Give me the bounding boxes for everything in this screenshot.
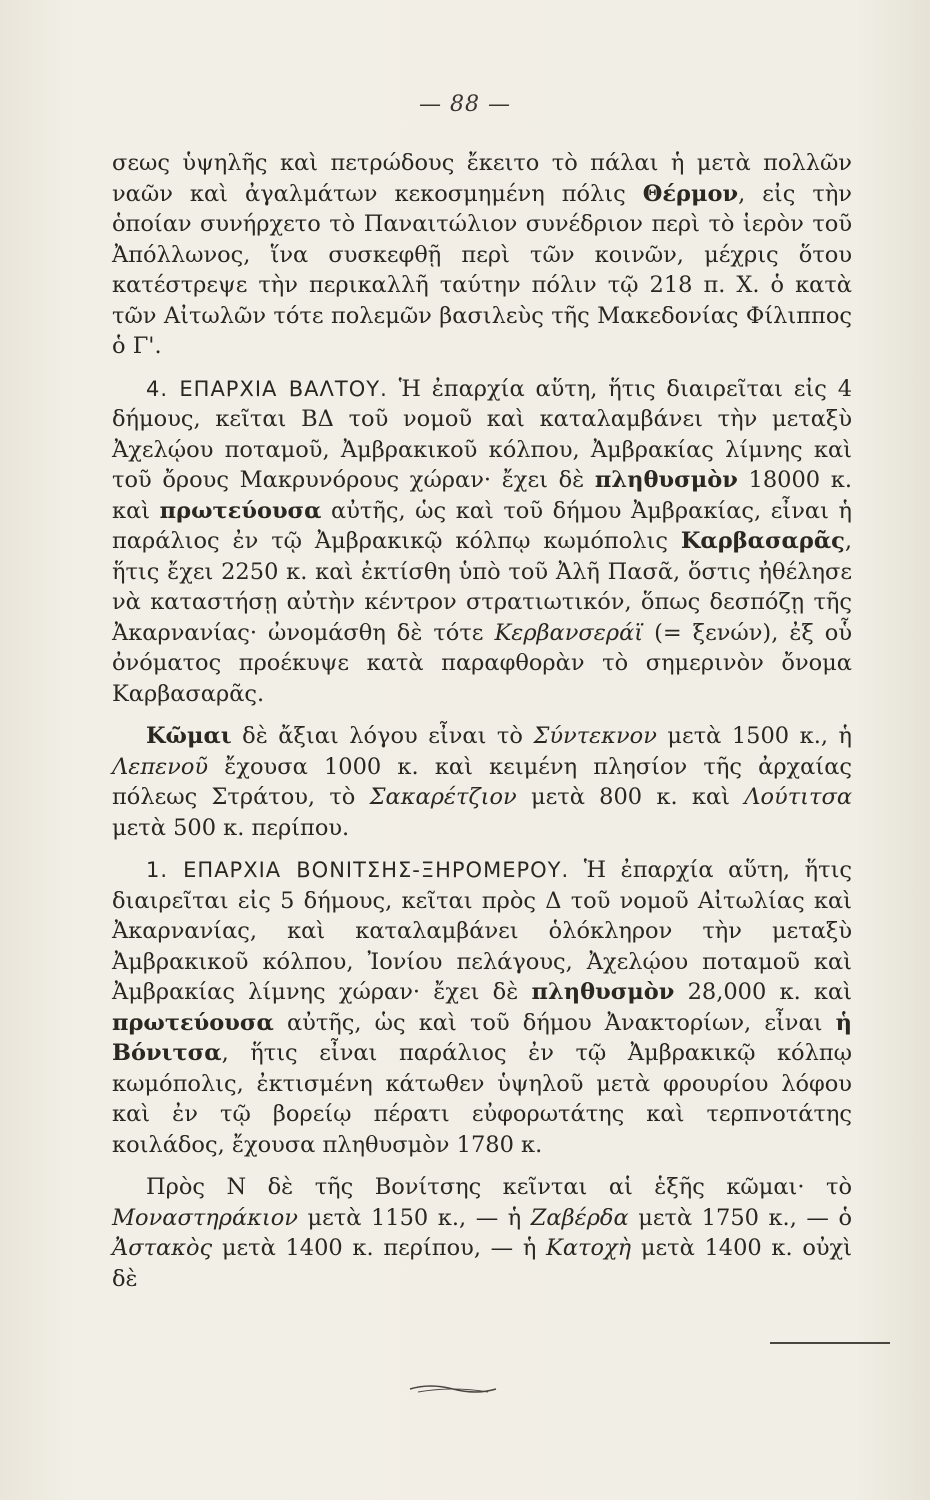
text-run: δὲ ἄξιαι λόγου εἶναι τὸ bbox=[231, 723, 534, 749]
text-run: πληθυσμὸν bbox=[594, 467, 738, 493]
paragraph-valtos-villages bbox=[112, 721, 852, 843]
paragraph-valtos-province bbox=[112, 374, 852, 710]
text-run: μετὰ 500 κ. περίπου. bbox=[112, 814, 350, 841]
margin-rule bbox=[770, 1342, 890, 1344]
text-run: Πρὸς Ν δὲ τῆς Βονίτσης κεῖνται αἱ ἑξῆς κῶμαι· τὸ bbox=[146, 1174, 852, 1200]
text-run: 28,000 κ. καὶ bbox=[674, 979, 853, 1005]
text-run: μετὰ 800 κ. καὶ bbox=[516, 784, 745, 810]
text-run: 1. ΕΠΑΡΧΙΑ ΒΟΝΙΤΣΗΣ-ΞΗΡΟΜΕΡΟΥ. bbox=[146, 858, 570, 882]
body-text bbox=[112, 148, 852, 1294]
text-run: Λούτιτσα bbox=[744, 784, 853, 810]
text-run: Μοναστηράκιον bbox=[112, 1204, 298, 1231]
text-run: Κατοχὴ bbox=[546, 1235, 632, 1261]
text-run: 18000 κ. καὶ bbox=[112, 467, 852, 524]
text-run: μετὰ 1500 κ., ἡ bbox=[656, 723, 852, 749]
text-run: Κερβανσεράϊ bbox=[494, 619, 644, 646]
text-run: πρωτεύουσα bbox=[112, 1009, 274, 1036]
page-number: — 88 — bbox=[419, 92, 511, 117]
text-run: Σακαρέτζιον bbox=[369, 784, 517, 810]
text-run: μετὰ 1750 κ., — ὁ bbox=[628, 1204, 852, 1231]
text-run: μετὰ 1400 κ. οὐχὶ δὲ bbox=[112, 1235, 852, 1292]
text-run: αὐτῆς, ὡς καὶ τοῦ δήμου Ἀνακτορίων, εἶναι bbox=[273, 1009, 836, 1036]
paragraph-vonitsa-villages bbox=[112, 1172, 852, 1294]
text-run: Ζαβέρδα bbox=[530, 1204, 629, 1231]
text-run: Κῶμαι bbox=[146, 723, 232, 749]
text-run: , ἥτις εἶναι παράλιος ἐν τῷ Ἀμβρακικῷ κόλπῳ κωμόπολις, ἐκτισμένη κάτωθεν ὑψηλοῦ μετὰ φρουρίου λόφου καὶ ἐν τῷ βορείῳ πέρατι εὐφορωτάτης καὶ τερπνοτάτης κοιλάδος, ἔχουσα πληθυσμὸν 1780 κ. bbox=[112, 1040, 852, 1158]
paragraph-vonitsa-province bbox=[112, 855, 852, 1160]
text-run: μετὰ 1150 κ., — ἡ bbox=[297, 1204, 531, 1231]
text-run: , ἥτις ἔχει 2250 κ. καὶ ἐκτίσθη ὑπὸ τοῦ Ἀλῆ Πασᾶ, ὅστις ἠθέλησε νὰ καταστήσῃ αὐτὴν κέντρον στρατιωτικόν, ὅπως δεσπόζῃ τῆς Ἀκαρνανίας· ὠνομάσθη δὲ τότε bbox=[112, 528, 852, 646]
text-run: Ἡ ἐπαρχία αὕτη, ἥτις διαιρεῖται εἰς 5 δήμους, κεῖται πρὸς Δ τοῦ νομοῦ Αἰτωλίας καὶ Ἀκαρνανίας, καὶ καταλαμβάνει ὁλόκληρον τὴν μεταξὺ Ἀμβρακικοῦ κόλπου, Ἰονίου πελάγους, Ἀχελῴου ποταμοῦ καὶ Ἀμβρακίας λίμνης χώραν· ἔχει δὲ bbox=[112, 857, 853, 1005]
text-run: ἡ Βόνιτσα bbox=[112, 1009, 852, 1066]
text-run: Ἀστακὸς bbox=[112, 1235, 213, 1261]
text-run: ἔχουσα 1000 κ. καὶ κειμένη πλησίον τῆς ἀρχαίας πόλεως Στράτου, τὸ bbox=[112, 753, 852, 810]
text-run: πρωτεύουσα bbox=[159, 497, 322, 524]
end-flourish bbox=[408, 1382, 498, 1396]
paragraph-thermon bbox=[112, 148, 852, 362]
text-run: , εἰς τὴν ὁποίαν συνήρχετο τὸ Παναιτώλιον συνέδριον περὶ τὸ ἱερὸν τοῦ Ἀπόλλωνος, ἵνα συσκεφθῇ περὶ τῶν κοινῶν, μέχρις ὅτου κατέστρεψε τὴν περικαλλῆ ταύτην πόλιν τῷ 218 π. Χ. ὁ κατὰ τῶν Αἰτωλῶν τότε πολεμῶν βασιλεὺς τῆς Μακεδονίας Φίλιππος ὁ Γ'. bbox=[112, 180, 852, 359]
text-run: Ἡ ἐπαρχία αὕτη, ἥτις διαιρεῖται εἰς 4 δήμους, κεῖται ΒΔ τοῦ νομοῦ καὶ καταλαμβάνει τὴν μεταξὺ Ἀχελῴου ποταμοῦ, Ἀμβρακικοῦ κόλπου, Ἀμβρακίας λίμνης καὶ τοῦ ὄρους Μακρυνόρους χώραν· ἔχει δὲ bbox=[112, 375, 853, 493]
text-run: μετὰ 1400 κ. περίπου, — ἡ bbox=[212, 1235, 547, 1261]
text-run: πληθυσμὸν bbox=[531, 979, 675, 1005]
text-run: (= ξενών), ἐξ οὗ ὀνόματος προέκυψε κατὰ παραφθορὰν τὸ σημερινὸν ὄνομα Καρβασαρᾶς. bbox=[112, 619, 852, 707]
text-run: Καρβασαρᾶς bbox=[680, 528, 845, 554]
text-run: σεως ὑψηλῆς καὶ πετρώδους ἔκειτο τὸ πάλαι ἡ μετὰ πολλῶν ναῶν καὶ ἀγαλμάτων κεκοσμημένη πόλις bbox=[112, 150, 852, 207]
text-run: Σύντεκνον bbox=[533, 723, 657, 749]
text-run: αὐτῆς, ὡς καὶ τοῦ δήμου Ἀμβρακίας, εἶναι ἡ παράλιος ἐν τῷ Ἀμβρακικῷ κόλπῳ κωμόπολις bbox=[112, 497, 852, 554]
text-run: 4. ΕΠΑΡΧΙΑ ΒΑΛΤΟΥ. bbox=[146, 376, 388, 401]
text-run: Θέρμον bbox=[642, 180, 739, 207]
text-run: Λεπενοῦ bbox=[112, 753, 209, 780]
